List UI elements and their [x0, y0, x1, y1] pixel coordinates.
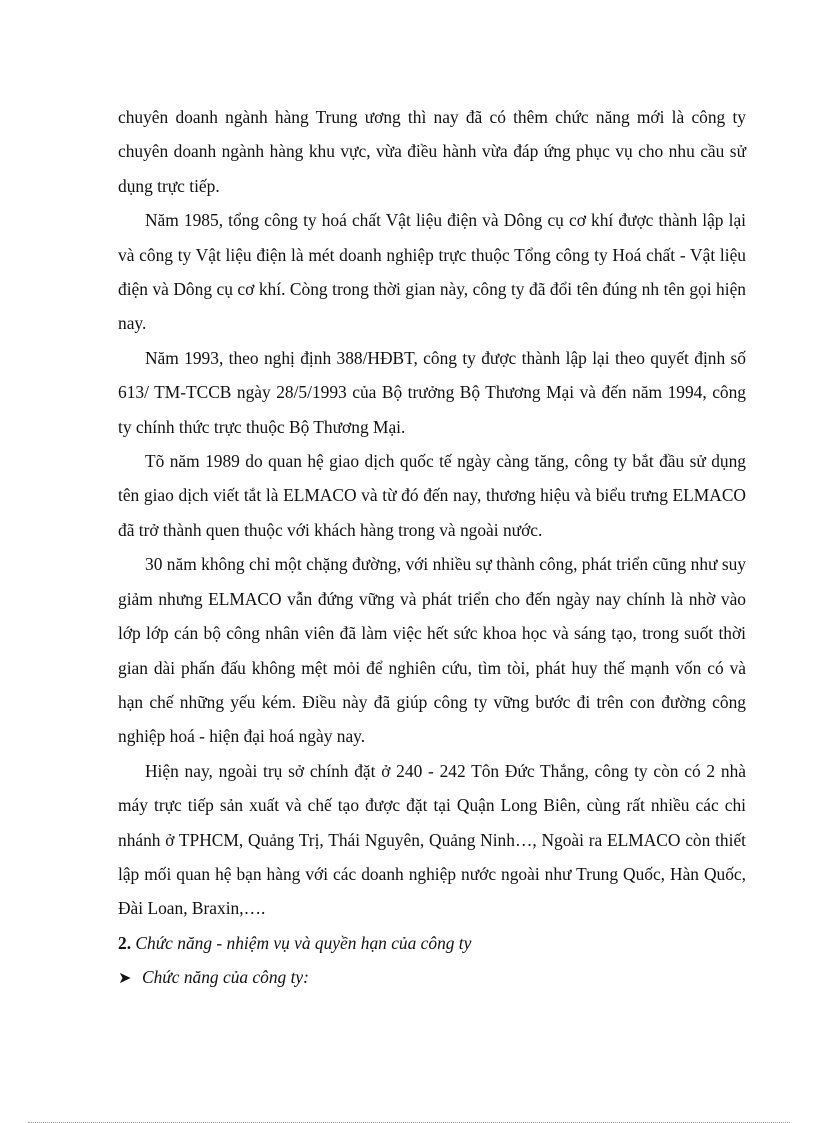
paragraph-3: Năm 1993, theo nghị định 388/HĐBT, công ty được thành lập lại theo quyết định số 613/ TM-TCCB ngày 28/5/1993 của Bộ trưởng Bộ Thương Mại và đến năm 1994, công ty chính thức trực thuộc Bộ Thương Mại.	[118, 347, 746, 437]
bullet-item	[118, 960, 746, 996]
paragraph-2: Năm 1985, tổng công ty hoá chất Vật liệu điện và Dông cụ cơ khí được thành lập lại và công ty Vật liệu điện là mét doanh nghiệp trực thuộc Tổng công ty Hoá chất - Vật liệu điện và Dông cụ cơ khí. Còng trong thời gian này, công ty đã đổi tên đúng nh tên gọi hiện nay.	[118, 210, 746, 334]
paragraph-4: Tõ năm 1989 do quan hệ giao dịch quốc tế ngày càng tăng, công ty bắt đầu sử dụng tên giao dịch viết tắt là ELMACO và từ đó đến nay, thương hiệu và biểu trưng ELMACO đã trở thành quen thuộc với khách hàng trong và ngoài nước.	[118, 451, 746, 540]
section-number: 2.	[118, 932, 132, 953]
section-heading	[118, 926, 746, 960]
document-body	[118, 100, 746, 997]
paragraph-5: 30 năm không chỉ một chặng đường, với nhiều sự thành công, phát triển cũng như suy giảm nhưng ELMACO vẫn đứng vững và phát triển cho đến ngày nay chính là nhờ vào lớp lớp cán bộ công nhân viên đã làm việc hết sức khoa học và sáng tạo, trong suốt thời gian dài phấn đấu không mệt mỏi để nghiên cứu, tìm tòi, phát huy thế mạnh vốn có và hạn chế những yếu kém. Điều này đã giúp công ty vững bước đi trên con đường công nghiệp hoá - hiện đại hoá ngày nay.	[118, 554, 746, 747]
arrow-bullet-icon: ➤	[118, 970, 132, 988]
paragraph-1: chuyên doanh ngành hàng Trung ương thì nay đã có thêm chức năng mới là công ty chuyên doanh ngành hàng khu vực, vừa điều hành vừa đáp ứng phục vụ cho nhu cầu sử dụng trực tiếp.	[118, 107, 746, 196]
section-title: Chức năng - nhiệm vụ và quyền hạn của công ty	[135, 932, 472, 953]
bullet-text: Chức năng của công ty:	[142, 967, 309, 988]
paragraph-6: Hiện nay, ngoài trụ sở chính đặt ở 240 - 242 Tôn Đức Thắng, công ty còn có 2 nhà máy trực tiếp sản xuất và chế tạo được đặt tại Quận Long Biên, cùng rất nhiều các chi nhánh ở TPHCM, Quảng Trị, Thái Nguyên, Quảng Ninh…, Ngoài ra ELMACO còn thiết lập mối quan hệ bạn hàng với các doanh nghiệp nước ngoài như Trung Quốc, Hàn Quốc, Đài Loan, Braxin,….	[118, 760, 746, 919]
